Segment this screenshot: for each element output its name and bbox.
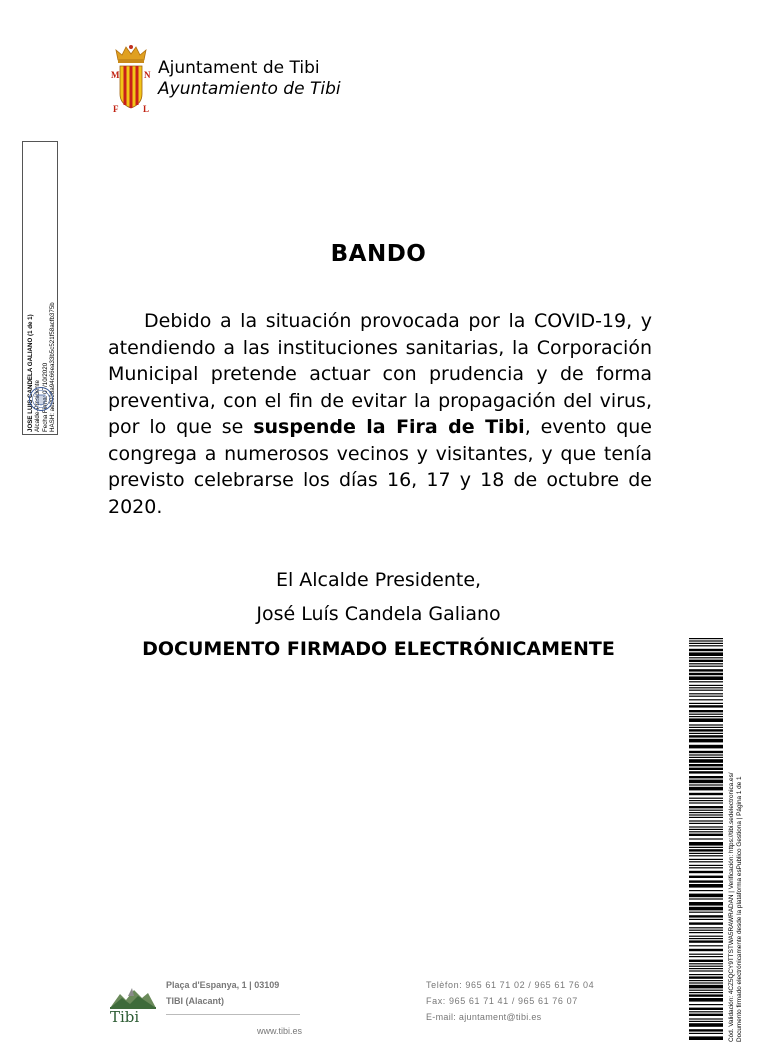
body-text-part1: Debido a la situación provocada por la COVID-19, y atendiendo a las instituciones sanitarias, la Corporación Municipal pretende actuar con prudencia y de forma preventiva, con el fin de evitar la propagación del virus, por lo que se [108, 310, 652, 438]
institution-name [158, 58, 341, 100]
footer-phone: Telèfon: 965 61 71 02 / 965 61 76 04 [426, 980, 595, 990]
verification-text [728, 772, 744, 1042]
body-text-part2: , evento que congrega a numerosos vecinos y visitantes, y que tenía previsto celebrarse los días 16, 17 y 18 de octubre de 2020. [108, 416, 652, 518]
signer-name: José Luís Candela Galiano [256, 603, 501, 625]
signer-role: El Alcalde Presidente, [275, 569, 482, 591]
barcode-icon [689, 638, 723, 1042]
svg-text:M: M [111, 70, 120, 80]
svg-text:N: N [144, 70, 151, 80]
institution-name-ca: Ajuntament de Tibi [158, 58, 320, 78]
footer-divider [166, 1014, 300, 1015]
institution-name-es: Ayuntamiento de Tibi [158, 79, 341, 99]
document-title: BANDO [330, 241, 427, 267]
verification-line1: Cód. Validación: 4CZ5QCY9TTSTWA5RAWRADAN | Verificación: https://tibi.sedelectronica.es/ [728, 772, 735, 1042]
signature-hash: HASH: ae2038a94c66ea33b5c521f58acfb375b [49, 302, 57, 432]
svg-text:L: L [143, 104, 150, 114]
footer-locality: TIBI (Alacant) [166, 996, 225, 1006]
body-text-bold: suspende la Fira de Tibi [253, 416, 525, 438]
signature-stamp [22, 141, 58, 435]
svg-text:F: F [113, 104, 119, 114]
verification-line2: Documento firmado electrónicamente desde la plataforma esPublico Gestiona | Página 1 de 1 [736, 776, 743, 1042]
signature-date: Fecha Firma: 07/10/2020 [41, 362, 49, 432]
signed-notice: DOCUMENTO FIRMADO ELECTRÓNICAMENTE [142, 638, 615, 660]
signature-role: Alcalde-Presidente [34, 380, 42, 432]
footer-website: www.tibi.es [257, 1026, 303, 1036]
signature-signer: JOSE LUIS CANDELA GALIANO (1 de 1) [27, 314, 34, 432]
coat-of-arms-icon [108, 44, 154, 116]
footer-town-name: Tibi [110, 1008, 140, 1026]
official-seal-icon [28, 386, 54, 412]
footer-address: Plaça d'Espanya, 1 | 03109 [166, 980, 280, 990]
footer-fax: Fax: 965 61 71 41 / 965 61 76 07 [426, 996, 578, 1006]
footer-email: E-mail: ajuntament@tibi.es [426, 1012, 542, 1022]
document-body [108, 308, 652, 520]
